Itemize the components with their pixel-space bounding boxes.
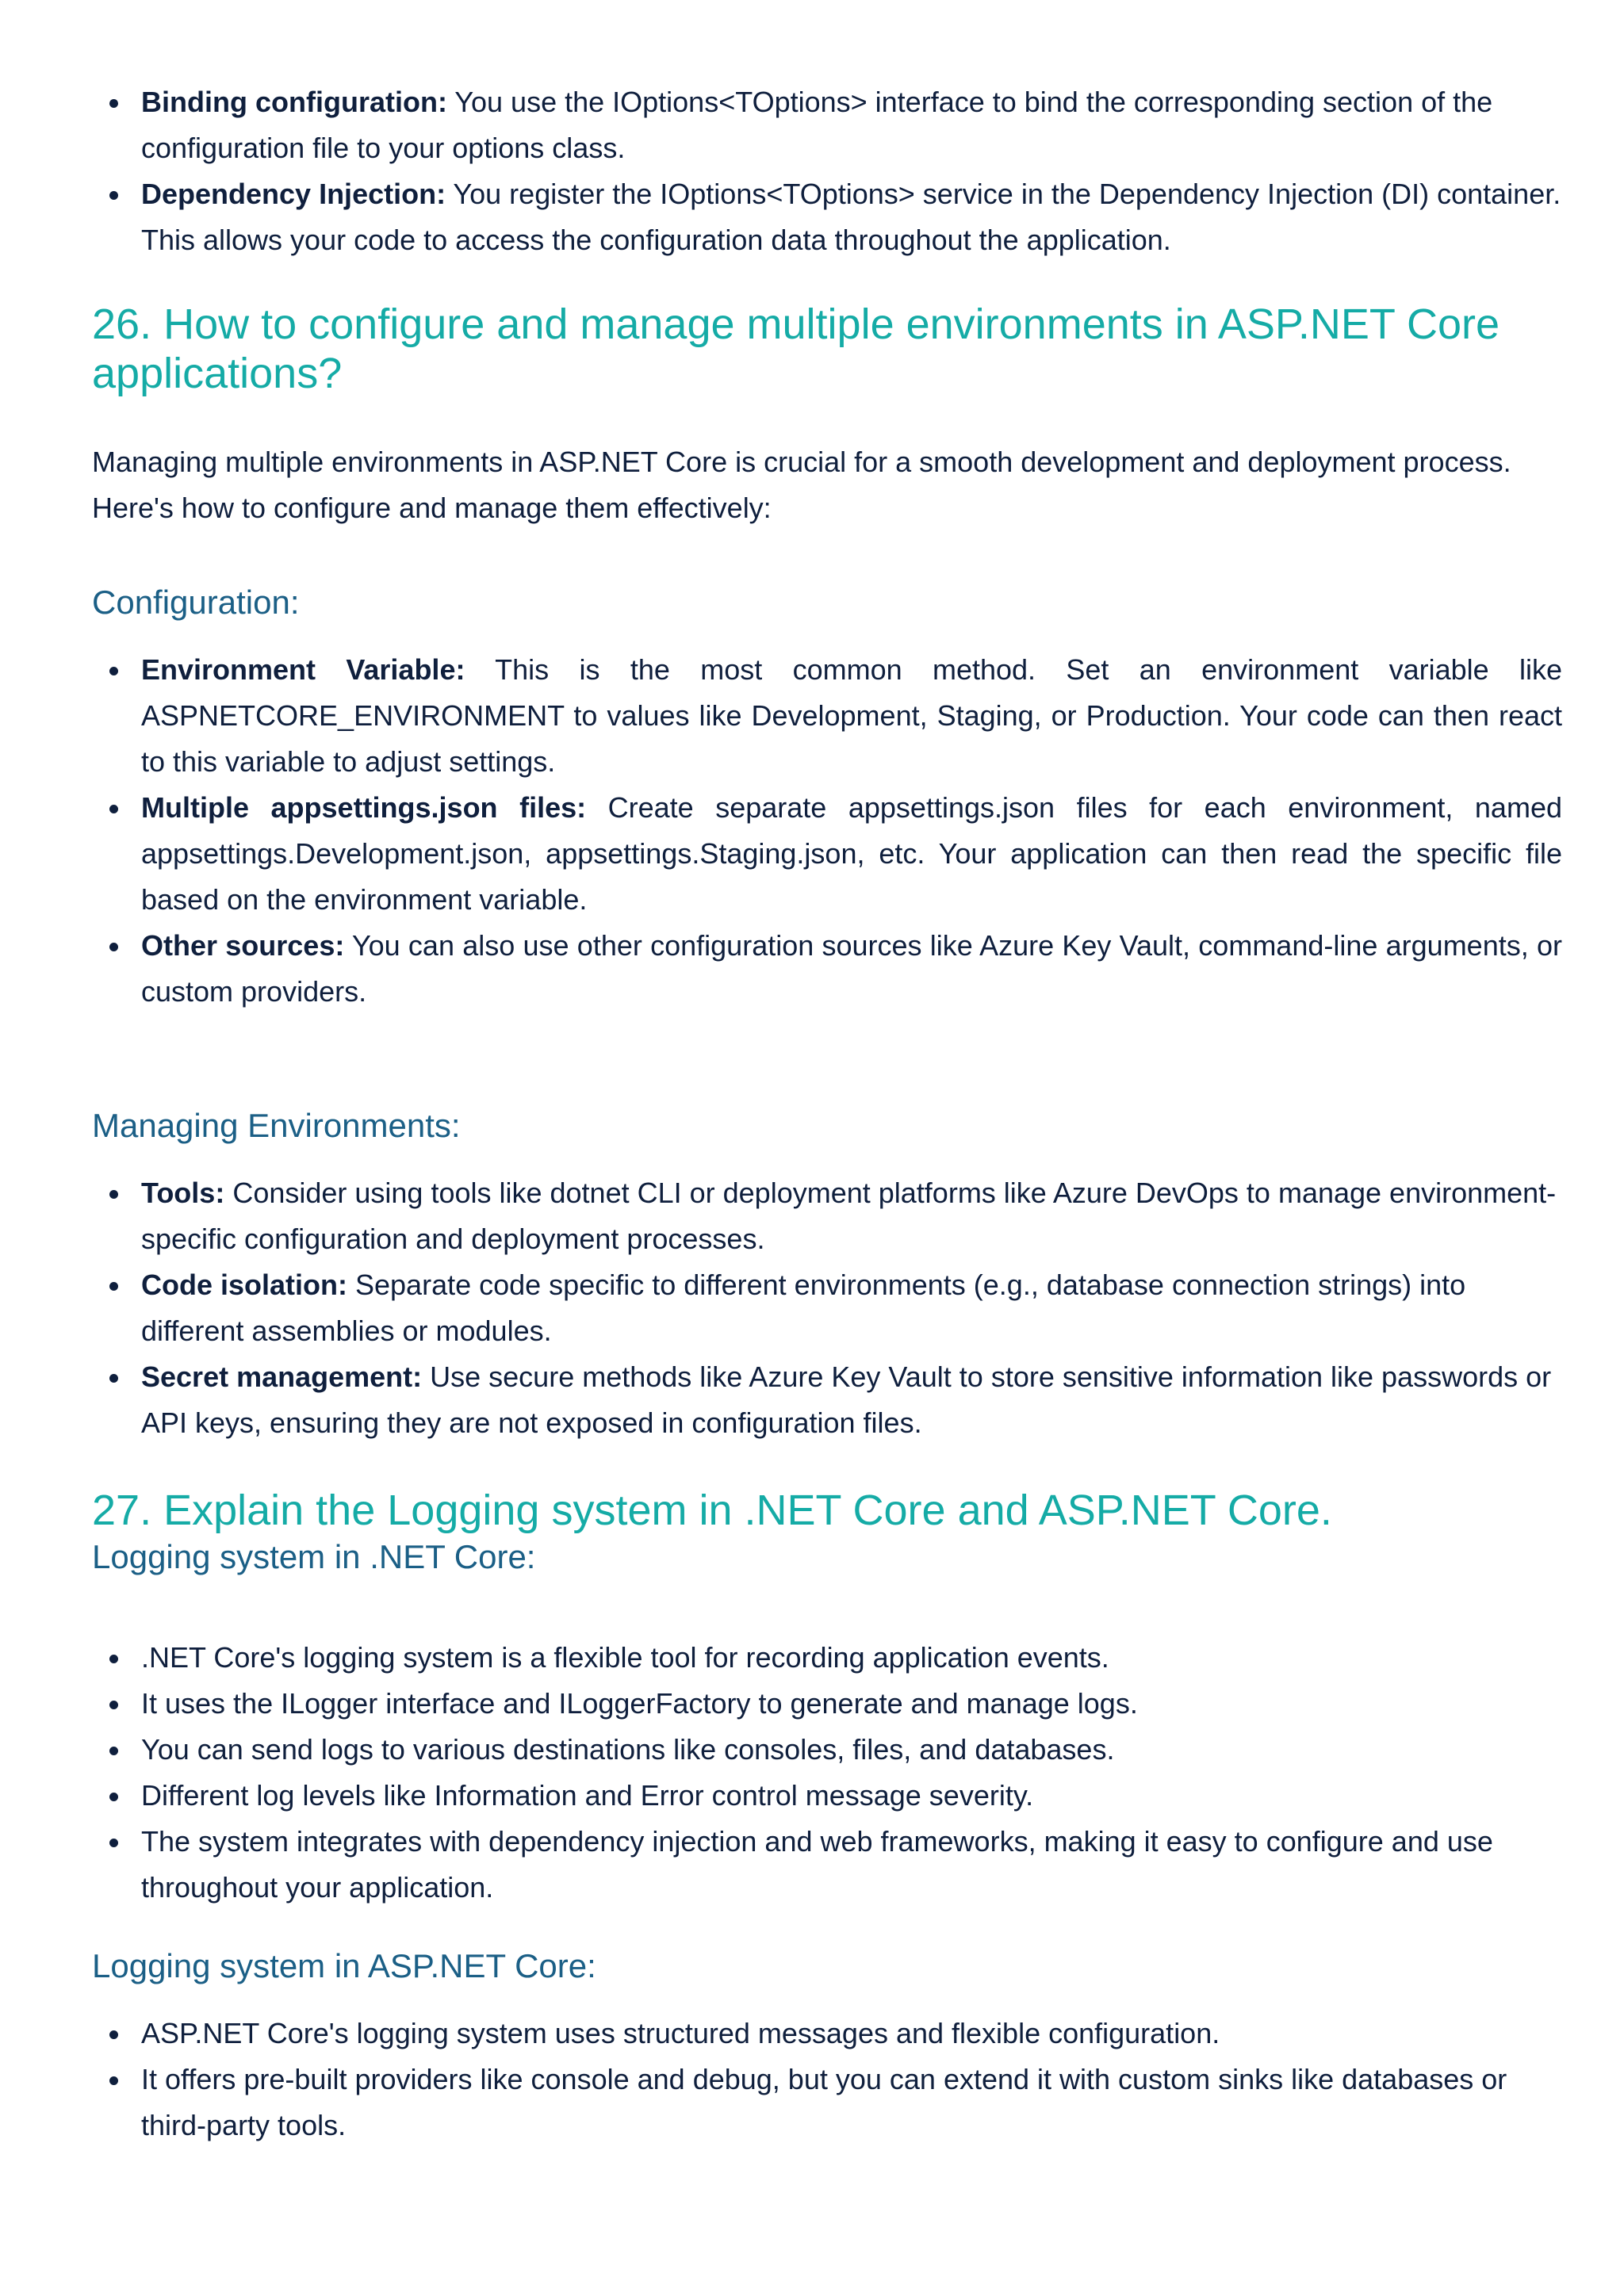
item-label: Tools:	[141, 1177, 225, 1209]
item-text: You can send logs to various destinations like consoles, files, and databases.	[141, 1733, 1115, 1766]
section-27-title: 27. Explain the Logging system in .NET Core and ASP.NET Core.	[92, 1487, 1332, 1534]
intro-list	[92, 79, 1562, 263]
item-text: Separate code specific to different environments (e.g., database connection strings) into different assemblies or modules.	[141, 1269, 1466, 1347]
configuration-list	[92, 647, 1562, 1015]
managing-environments-heading: Managing Environments:	[92, 1107, 461, 1144]
item-text: It uses the ILogger interface and ILoggerFactory to generate and manage logs.	[141, 1687, 1138, 1720]
item-label: Multiple appsettings.json files:	[141, 791, 587, 824]
item-text: Create separate appsettings.json files for each environment, named appsettings.Development.json, appsettings.Staging.json, etc. Your application can then read the specific file based on the environment variable.	[141, 791, 1562, 916]
list-item	[92, 1681, 1562, 1727]
netcore-logging-heading: Logging system in .NET Core:	[92, 1538, 536, 1575]
list-item	[92, 647, 1562, 785]
document-page	[92, 79, 1562, 2149]
item-label: Binding configuration:	[141, 86, 447, 118]
list-item	[92, 1170, 1562, 1262]
list-item	[92, 1819, 1562, 1911]
item-text: It offers pre-built providers like console and debug, but you can extend it with custom sinks like databases or third-party tools.	[141, 2063, 1507, 2141]
item-label: Code isolation:	[141, 1269, 347, 1301]
list-item	[92, 1354, 1562, 1446]
item-label: Secret management:	[141, 1360, 423, 1393]
item-label: Environment Variable:	[141, 653, 465, 686]
list-item	[92, 1262, 1562, 1354]
list-item	[92, 923, 1562, 1015]
aspnetcore-logging-list	[92, 2011, 1562, 2149]
item-text: The system integrates with dependency injection and web frameworks, making it easy to configure and use throughout your application.	[141, 1825, 1493, 1904]
item-text: You can also use other configuration sources like Azure Key Vault, command-line arguments, or custom providers.	[141, 929, 1562, 1008]
item-text: Use secure methods like Azure Key Vault to store sensitive information like passwords or API keys, ensuring they are not exposed in configuration files.	[141, 1360, 1552, 1439]
item-text: .NET Core's logging system is a flexible tool for recording application events.	[141, 1641, 1109, 1674]
list-item	[92, 1635, 1562, 1681]
item-text: ASP.NET Core's logging system uses structured messages and flexible configuration.	[141, 2017, 1220, 2049]
section-26-intro: Managing multiple environments in ASP.NET Core is crucial for a smooth development and deployment process. Here's how to configure and manage them effectively:	[92, 446, 1511, 524]
section-26-title: 26. How to configure and manage multiple environments in ASP.NET Core applications?	[92, 300, 1500, 397]
list-item	[92, 2057, 1562, 2149]
item-text: You register the IOptions<TOptions> service in the Dependency Injection (DI) container. This allows your code to access the configuration data throughout the application.	[141, 178, 1561, 256]
managing-environments-list	[92, 1170, 1562, 1446]
list-item	[92, 2011, 1562, 2057]
item-text: This is the most common method. Set an environment variable like ASPNETCORE_ENVIRONMENT to values like Development, Staging, or Production. Your code can then react to this variable to adjust settings.	[141, 653, 1563, 778]
list-item	[92, 1773, 1562, 1819]
item-text: You use the IOptions<TOptions> interface to bind the corresponding section of the configuration file to your options class.	[141, 86, 1493, 164]
list-item	[92, 785, 1562, 923]
netcore-logging-list	[92, 1635, 1562, 1911]
list-item	[92, 79, 1562, 171]
aspnetcore-logging-heading: Logging system in ASP.NET Core:	[92, 1947, 596, 1984]
list-item	[92, 1727, 1562, 1773]
item-text: Different log levels like Information and Error control message severity.	[141, 1779, 1034, 1812]
item-text: Consider using tools like dotnet CLI or deployment platforms like Azure DevOps to manage environment-specific configuration and deployment processes.	[141, 1177, 1557, 1255]
configuration-heading: Configuration:	[92, 584, 300, 621]
list-item	[92, 171, 1562, 263]
item-label: Dependency Injection:	[141, 178, 446, 210]
item-label: Other sources:	[141, 929, 345, 962]
